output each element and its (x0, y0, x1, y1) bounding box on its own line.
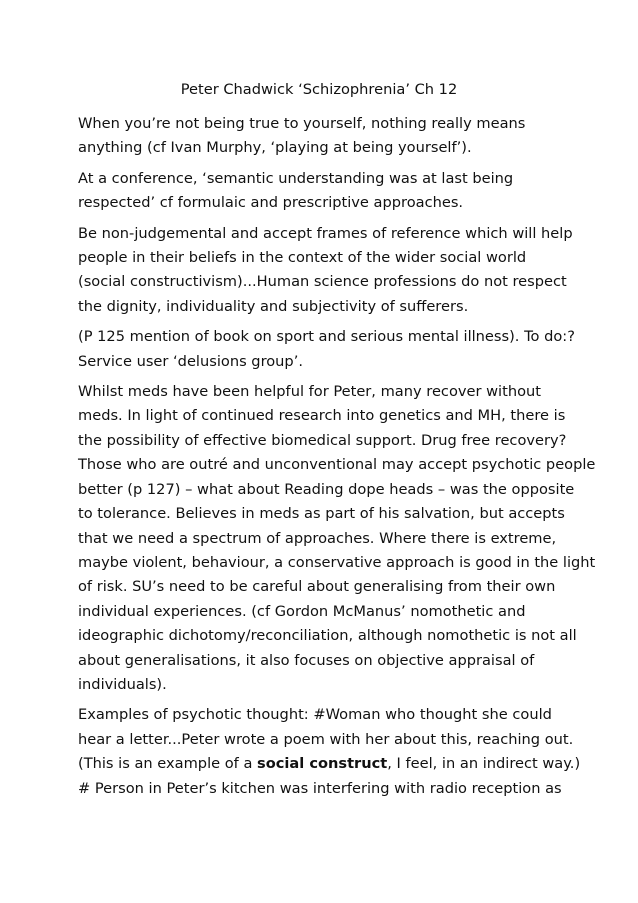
text-line: When you’re not being true to yourself, nothing really means (78, 115, 526, 132)
text-line: about generalisations, it also focuses on objective appraisal of (78, 651, 535, 669)
text-line: (P 125 mention of book on sport and serious mental illness). To do:? (78, 328, 575, 346)
text-line: ideographic dichotomy/reconciliation, although nomothetic is not all (78, 627, 577, 645)
text-line: # Person in Peter’s kitchen was interfering with radio reception as (78, 779, 562, 797)
text-line: the possibility of effective biomedical support. Drug free recovery? (78, 431, 567, 449)
text-line: better (p 127) – what about Reading dope heads – was the opposite (78, 480, 575, 498)
paragraph-4 (78, 325, 575, 374)
text-line: individuals). (78, 675, 167, 693)
text-line: hear a letter...Peter wrote a poem with her about this, reaching out. (78, 730, 574, 748)
text-line: of risk. SU’s need to be careful about generalising from their own (78, 578, 556, 596)
text-line: (social constructivism)...Human science professions do not respect (78, 273, 567, 291)
paragraph-2 (78, 167, 568, 216)
text-line: meds. In light of continued research into genetics and MH, there is (78, 407, 566, 425)
paragraph-1 (78, 112, 568, 161)
paragraph-6 (78, 703, 581, 801)
text-line: respected’ cf formulaic and prescriptive approaches. (78, 194, 464, 212)
text-line: that we need a spectrum of approaches. Where there is extreme, (78, 529, 557, 547)
paragraph-3 (78, 222, 573, 320)
text-line: anything (cf Ivan Murphy, ‘playing at being yourself’). (78, 139, 472, 157)
text-line: to tolerance. Believes in meds as part of his salvation, but accepts (78, 505, 565, 523)
text-line: Be non-judgemental and accept frames of reference which will help (78, 224, 573, 242)
text-line: the dignity, individuality and subjectivity of sufferers. (78, 297, 469, 315)
document-body (78, 112, 596, 807)
text-line: people in their beliefs in the context of the wider social world (78, 249, 527, 267)
paragraph-5 (78, 380, 596, 697)
text-line: individual experiences. (cf Gordon McManus’ nomothetic and (78, 602, 526, 620)
text-line: Whilst meds have been helpful for Peter, many recover without (78, 383, 541, 401)
text-line: Examples of psychotic thought: #Woman who thought she could (78, 706, 552, 724)
text-segment: , I feel, in an indirect way.) (387, 755, 581, 773)
text-line-with-emphasis (78, 752, 581, 776)
bold-term: social construct (257, 755, 388, 773)
text-line: Service user ‘delusions group’. (78, 352, 303, 370)
text-line: maybe violent, behaviour, a conservative approach is good in the light (78, 553, 596, 571)
text-line: At a conference, ‘semantic understanding was at last being (78, 169, 514, 187)
document-title: Peter Chadwick ‘Schizophrenia’ Ch 12 (180, 81, 458, 98)
text-line: Those who are outré and unconventional may accept psychotic people (78, 456, 596, 474)
text-segment: (This is an example of a (78, 755, 258, 773)
